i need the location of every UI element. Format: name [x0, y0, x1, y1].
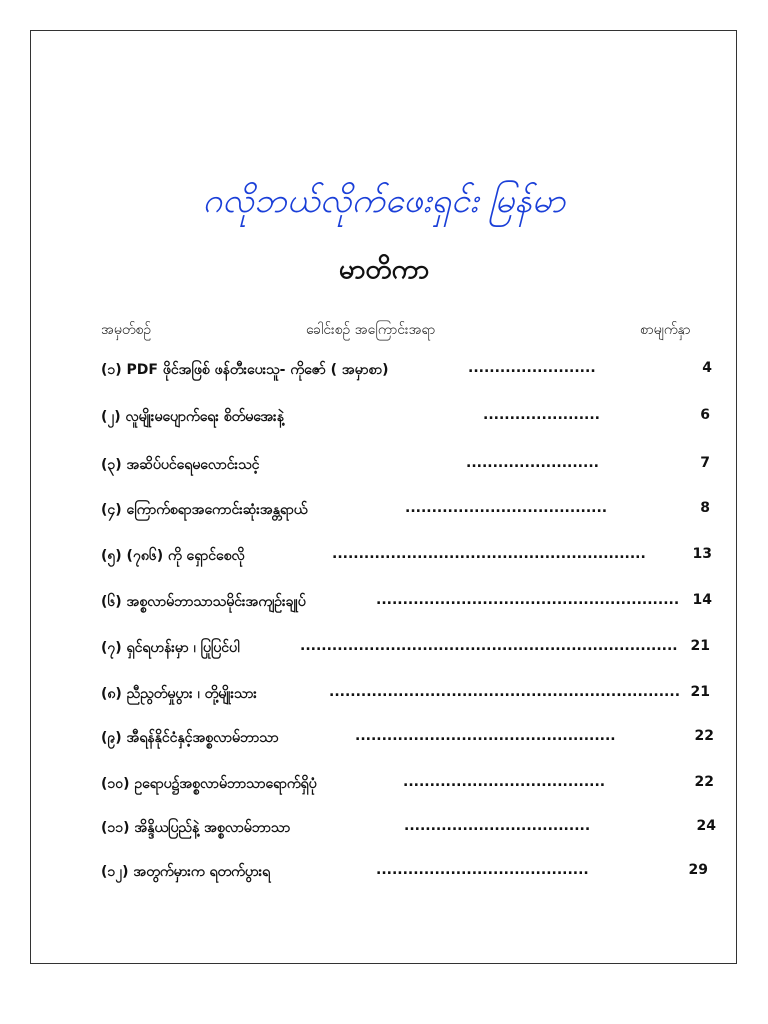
entry-page: 13 — [692, 546, 712, 562]
entry-leader: .................................................................. — [329, 684, 681, 700]
toc-entry — [0, 455, 768, 481]
entry-page: 22 — [694, 728, 714, 744]
toc-entry — [0, 592, 768, 618]
entry-text: (၈) ညီညွတ်မှုပွား ၊ တို့မျိုးသား — [101, 686, 257, 702]
entry-leader: ................................... — [404, 818, 591, 834]
entry-text: (၆) အစ္စလာမ်ဘာသာသမိုင်းအကျဉ်းချုပ် — [101, 594, 306, 610]
header-page: စာမျက်နှာ — [640, 322, 691, 338]
entry-text: (၇) ရှင်ရဟန်းမှာ ၊ ပြုပြင်ပါ — [101, 640, 240, 656]
entry-page: 6 — [700, 407, 710, 423]
document-title: ဂလိုဘယ်လိုက်ဖေးရှင်း မြန်မာ — [202, 181, 566, 221]
entry-leader: ......................................................... — [376, 592, 680, 608]
toc-entry — [0, 728, 768, 754]
entry-leader: ........................................................... — [332, 546, 646, 562]
entry-leader: ......................... — [466, 455, 599, 471]
toc-entry — [0, 774, 768, 800]
toc-entry — [0, 546, 768, 572]
entry-page: 22 — [694, 774, 714, 790]
entry-page: 8 — [700, 500, 710, 516]
toc-header — [0, 320, 768, 340]
entry-leader: ........................ — [468, 360, 596, 376]
entry-text: (၅) (၇၈၆) ကို ရှောင်စေလို — [101, 548, 245, 564]
header-number: အမှတ်စဉ် — [101, 322, 152, 338]
entry-leader: ...................... — [483, 407, 601, 423]
entry-text: (၄) ကြောက်စရာအကောင်းဆုံးအန္တရာယ် — [101, 502, 308, 518]
toc-entry — [0, 638, 768, 664]
entry-text: (၂) လူမျိုးမပျောက်ရေး စိတ်မအေးနဲ့ — [101, 409, 284, 425]
entry-text: (၁၁) အိန္ဒိယပြည်နဲ့ အစ္စလာမ်ဘာသာ — [101, 820, 291, 836]
entry-text: (၁၀) ဥရောပ၌အစ္စလာမ်ဘာသာရောက်ရှိပုံ — [101, 776, 317, 792]
entry-text: (၁) PDF ဖိုင်အဖြစ် ဖန်တီးပေးသူ- ကိုဇော် ( အမှာစာ) — [101, 362, 389, 378]
entry-text: (၃) အဆိပ်ပင်ရေမလောင်းသင့် — [101, 457, 260, 473]
entry-page: 21 — [690, 638, 710, 654]
entry-text: (၁၂) အတွက်မှားက ရတက်ပွားရ — [101, 864, 271, 880]
toc-entry — [0, 360, 768, 386]
header-title: ခေါင်းစဉ် အကြောင်းအရာ — [306, 322, 436, 338]
toc-entry — [0, 818, 768, 844]
entry-page: 4 — [702, 360, 712, 376]
contents-heading: မာတိကာ — [338, 254, 430, 285]
entry-page: 21 — [690, 684, 710, 700]
entry-leader: ................................................. — [355, 728, 616, 744]
entry-page: 24 — [696, 818, 716, 834]
toc-entry — [0, 407, 768, 433]
entry-page: 14 — [692, 592, 712, 608]
entry-page: 7 — [700, 455, 710, 471]
entry-leader: ...................................... — [403, 774, 606, 790]
toc-entry — [0, 684, 768, 710]
entry-text: (၉) အီရန်နိုင်ငံနှင့်အစ္စလာမ်ဘာသာ — [101, 730, 279, 746]
entry-page: 29 — [688, 862, 708, 878]
entry-leader: ....................................................................... — [300, 638, 678, 654]
toc-entry — [0, 862, 768, 888]
toc-entry — [0, 500, 768, 526]
entry-leader: ........................................ — [376, 862, 589, 878]
entry-leader: ...................................... — [405, 500, 608, 516]
